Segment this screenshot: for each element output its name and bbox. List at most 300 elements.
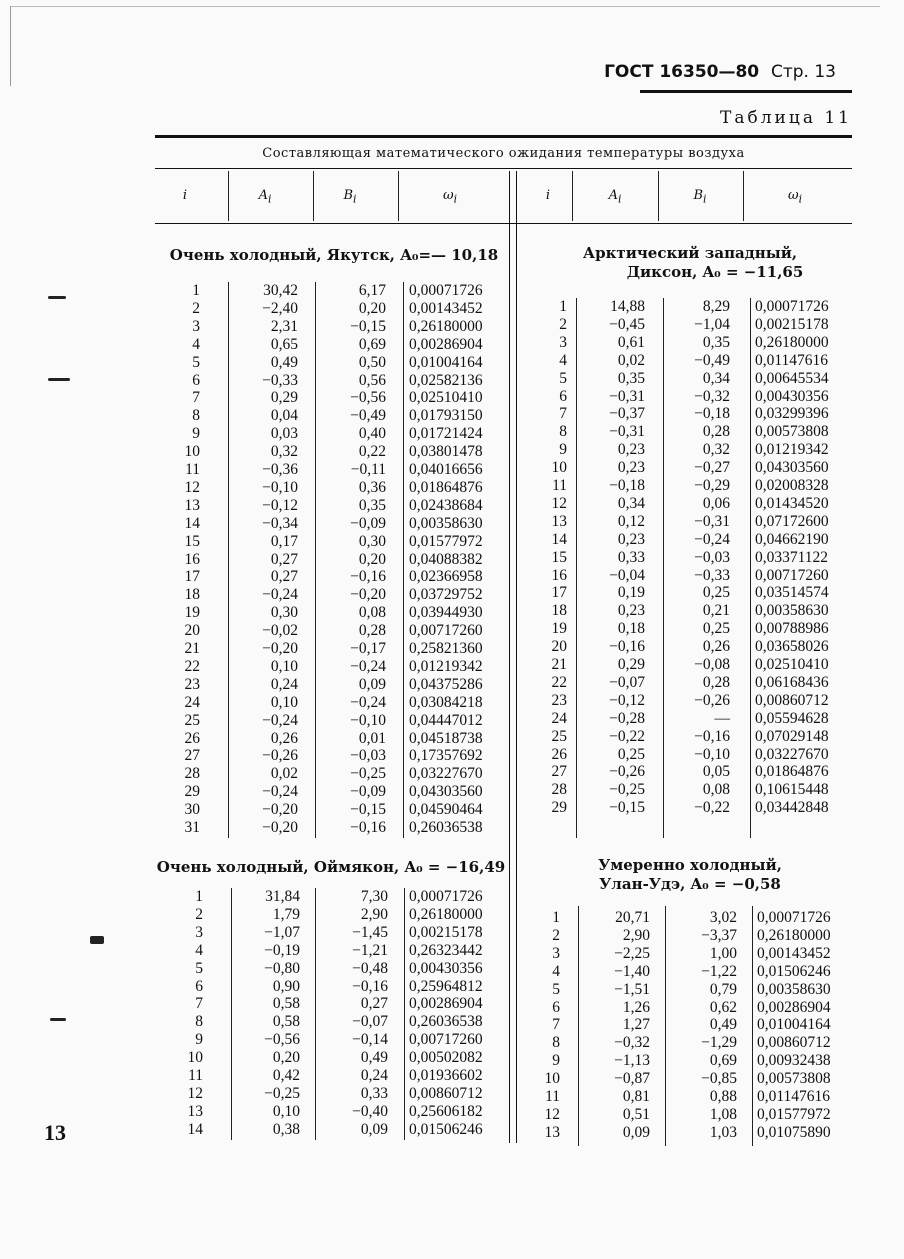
yakutsk-row-b-value: −0,56 xyxy=(350,389,386,406)
yakutsk-row-b-value: −0,10 xyxy=(350,712,386,729)
ulanude-row-omega-value: 0,01004164 xyxy=(757,1016,831,1033)
hdr-sep-6 xyxy=(658,171,659,221)
yakutsk-row-b-value: −0,15 xyxy=(350,801,386,818)
yakutsk-row-omega-value: 0,01864876 xyxy=(409,479,483,496)
oymyakon-row-index: 13 xyxy=(187,1103,203,1120)
dikson-row-a-value: −0,31 xyxy=(609,423,645,440)
yakutsk-row-omega-value: 0,00717260 xyxy=(409,622,483,639)
dikson-row-index: 11 xyxy=(552,477,567,494)
yakutsk-row-index: 2 xyxy=(192,300,200,317)
yakutsk-row-index: 20 xyxy=(184,622,200,639)
dikson-row-omega-value: 0,00071726 xyxy=(755,298,829,315)
dikson-row-omega-value: 0,03442848 xyxy=(755,799,829,816)
yakutsk-row-index: 27 xyxy=(184,747,200,764)
ulanude-row-a-value: 0,51 xyxy=(622,1106,650,1123)
dikson-row-index: 7 xyxy=(559,405,567,422)
oymyakon-row-omega-value: 0,01506246 xyxy=(409,1121,483,1138)
yakutsk-row-omega-value: 0,02582136 xyxy=(409,372,483,389)
gost-number: ГОСТ 16350—80 xyxy=(604,62,760,82)
yakutsk-row-b-value: −0,49 xyxy=(350,407,386,424)
yakutsk-row-a-value: 0,26 xyxy=(270,730,298,747)
yakutsk-row-index: 10 xyxy=(184,443,200,460)
oymyakon-sep-a xyxy=(231,888,232,1140)
section-title-dikson-line1: Арктический западный, xyxy=(582,244,798,262)
yakutsk-row-omega-value: 0,01004164 xyxy=(409,354,483,371)
oymyakon-row-index: 1 xyxy=(195,888,203,905)
oymyakon-row-index: 14 xyxy=(187,1121,203,1138)
dikson-row-a-value: 0,19 xyxy=(617,584,645,601)
yakutsk-row-a-value: 0,10 xyxy=(270,658,298,675)
hdr-sep-7 xyxy=(743,171,744,221)
oymyakon-row-b-value: 7,30 xyxy=(360,888,388,905)
yakutsk-row-b-value: 6,17 xyxy=(358,282,386,299)
dikson-row-index: 9 xyxy=(559,441,567,458)
oymyakon-row-b-value: −0,40 xyxy=(352,1103,388,1120)
col-header-i-right: i xyxy=(545,188,551,203)
ulanude-row-a-value: 2,90 xyxy=(622,927,650,944)
dikson-row-omega-value: 0,02008328 xyxy=(755,477,829,494)
ulanude-row-index: 12 xyxy=(544,1106,560,1123)
oymyakon-row-b-value: −1,21 xyxy=(352,942,388,959)
dikson-row-a-value: −0,37 xyxy=(609,405,645,422)
yakutsk-row-b-value: −0,24 xyxy=(350,658,386,675)
yakutsk-row-b-value: −0,09 xyxy=(350,515,386,532)
yakutsk-row-a-value: −0,33 xyxy=(262,372,298,389)
dikson-row-index: 13 xyxy=(551,513,567,530)
dikson-row-a-value: 0,02 xyxy=(617,352,645,369)
dikson-row-omega-value: 0,00717260 xyxy=(755,567,829,584)
yakutsk-row-a-value: −0,20 xyxy=(262,640,298,657)
dikson-row-omega-value: 0,00645534 xyxy=(755,370,829,387)
yakutsk-row-b-value: 0,50 xyxy=(358,354,386,371)
oymyakon-row-omega-value: 0,01936602 xyxy=(409,1067,483,1084)
dikson-row-index: 17 xyxy=(551,584,567,601)
dikson-row-index: 14 xyxy=(551,531,567,548)
yakutsk-row-index: 4 xyxy=(192,336,200,353)
dikson-row-index: 20 xyxy=(551,638,567,655)
dikson-row-a-value: 0,35 xyxy=(617,370,645,387)
col-header-b-right: $B_i$ xyxy=(693,188,707,206)
dikson-row-omega-value: 0,03514574 xyxy=(755,584,829,601)
dikson-row-b-value: −0,33 xyxy=(694,567,730,584)
oymyakon-row-a-value: −1,07 xyxy=(264,924,300,941)
yakutsk-row-index: 26 xyxy=(184,730,200,747)
oymyakon-row-a-value: 0,90 xyxy=(272,978,300,995)
ulanude-row-index: 2 xyxy=(552,927,560,944)
ulanude-row-b-value: 0,62 xyxy=(709,999,737,1016)
page-number: 13 xyxy=(44,1120,66,1145)
yakutsk-sep-w xyxy=(403,282,404,838)
scan-speck xyxy=(90,936,104,944)
oymyakon-row-index: 6 xyxy=(195,978,203,995)
yakutsk-row-a-value: −0,24 xyxy=(262,712,298,729)
dikson-row-a-value: 0,34 xyxy=(617,495,645,512)
oymyakon-row-index: 12 xyxy=(187,1085,203,1102)
ulanude-row-index: 4 xyxy=(552,963,560,980)
oymyakon-row-a-value: 0,10 xyxy=(272,1103,300,1120)
ulanude-row-index: 9 xyxy=(552,1052,560,1069)
header-bottom-rule xyxy=(155,223,852,224)
yakutsk-row-index: 6 xyxy=(192,372,200,389)
dikson-row-b-value: −0,49 xyxy=(694,352,730,369)
ulanude-row-index: 3 xyxy=(552,945,560,962)
yakutsk-row-omega-value: 0,00143452 xyxy=(409,300,483,317)
yakutsk-row-a-value: −2,40 xyxy=(262,300,298,317)
ulanude-row-b-value: −1,22 xyxy=(701,963,737,980)
dikson-row-omega-value: 0,03371122 xyxy=(755,549,829,566)
dikson-row-index: 4 xyxy=(559,352,567,369)
yakutsk-row-index: 9 xyxy=(192,425,200,442)
dikson-row-index: 29 xyxy=(551,799,567,816)
ulanude-row-omega-value: 0,01147616 xyxy=(757,1088,831,1105)
col-header-w-right: $\omega_i$ xyxy=(787,188,803,206)
dikson-row-b-value: −0,22 xyxy=(694,799,730,816)
dikson-row-index: 6 xyxy=(559,388,567,405)
oymyakon-row-index: 10 xyxy=(187,1049,203,1066)
dikson-row-b-value: −0,27 xyxy=(694,459,730,476)
dikson-row-a-value: 0,12 xyxy=(617,513,645,530)
dikson-row-b-value: −0,31 xyxy=(694,513,730,530)
section-title-dikson xyxy=(520,244,860,282)
yakutsk-row-index: 22 xyxy=(184,658,200,675)
oymyakon-row-index: 9 xyxy=(195,1031,203,1048)
ulanude-row-index: 13 xyxy=(544,1124,560,1141)
dikson-row-index: 27 xyxy=(551,763,567,780)
oymyakon-row-a-value: −0,19 xyxy=(264,942,300,959)
oymyakon-row-b-value: −1,45 xyxy=(352,924,388,941)
yakutsk-row-b-value: 0,40 xyxy=(358,425,386,442)
yakutsk-row-b-value: 0,28 xyxy=(358,622,386,639)
ulanude-sep-a xyxy=(578,906,579,1146)
dikson-row-b-value: −0,08 xyxy=(694,656,730,673)
oymyakon-row-omega-value: 0,00430356 xyxy=(409,960,483,977)
yakutsk-row-b-value: 0,22 xyxy=(358,443,386,460)
dikson-row-index: 8 xyxy=(559,423,567,440)
oymyakon-row-b-value: 0,27 xyxy=(360,995,388,1012)
yakutsk-row-a-value: 0,10 xyxy=(270,694,298,711)
dikson-row-index: 23 xyxy=(551,692,567,709)
dikson-row-b-value: 0,28 xyxy=(702,423,730,440)
dikson-row-omega-value: 0,00430356 xyxy=(755,388,829,405)
yakutsk-row-a-value: 30,42 xyxy=(263,282,298,299)
yakutsk-row-index: 29 xyxy=(184,783,200,800)
yakutsk-row-omega-value: 0,04518738 xyxy=(409,730,483,747)
yakutsk-row-b-value: −0,03 xyxy=(350,747,386,764)
dikson-row-omega-value: 0,00788986 xyxy=(755,620,829,637)
dikson-row-index: 28 xyxy=(551,781,567,798)
dikson-sep-a xyxy=(576,298,577,838)
yakutsk-row-a-value: 0,17 xyxy=(270,533,298,550)
yakutsk-row-index: 25 xyxy=(184,712,200,729)
oymyakon-row-omega-value: 0,26036538 xyxy=(409,1013,483,1030)
yakutsk-row-a-value: −0,34 xyxy=(262,515,298,532)
header-rule xyxy=(640,90,852,93)
yakutsk-row-omega-value: 0,01721424 xyxy=(409,425,483,442)
dikson-row-a-value: 0,61 xyxy=(617,334,645,351)
dikson-row-b-value: 0,28 xyxy=(702,674,730,691)
dikson-row-a-value: 0,23 xyxy=(617,602,645,619)
oymyakon-row-a-value: 0,58 xyxy=(272,995,300,1012)
oymyakon-row-b-value: 2,90 xyxy=(360,906,388,923)
yakutsk-row-index: 18 xyxy=(184,586,200,603)
scan-frame-top xyxy=(10,6,880,7)
dikson-row-omega-value: 0,07029148 xyxy=(755,728,829,745)
caption-rule xyxy=(155,168,852,169)
ulanude-row-omega-value: 0,00573808 xyxy=(757,1070,831,1087)
yakutsk-row-b-value: 0,01 xyxy=(358,730,386,747)
dikson-row-index: 1 xyxy=(559,298,567,315)
table-top-rule xyxy=(155,135,852,138)
yakutsk-row-index: 11 xyxy=(185,461,200,478)
ulanude-row-a-value: 0,09 xyxy=(622,1124,650,1141)
dikson-sep-b xyxy=(663,298,664,838)
table-caption: Составляющая математического ожидания температуры воздуха xyxy=(262,146,745,161)
ulanude-row-index: 1 xyxy=(552,909,560,926)
yakutsk-row-a-value: −0,10 xyxy=(262,479,298,496)
dikson-row-a-value: −0,45 xyxy=(609,316,645,333)
ulanude-row-b-value: 0,69 xyxy=(709,1052,737,1069)
oymyakon-row-index: 4 xyxy=(195,942,203,959)
dikson-row-b-value: 0,06 xyxy=(702,495,730,512)
yakutsk-row-omega-value: 0,03227670 xyxy=(409,765,483,782)
dikson-row-omega-value: 0,03227670 xyxy=(755,746,829,763)
oymyakon-row-omega-value: 0,00717260 xyxy=(409,1031,483,1048)
dikson-row-omega-value: 0,26180000 xyxy=(755,334,829,351)
ulanude-row-index: 8 xyxy=(552,1034,560,1051)
yakutsk-row-omega-value: 0,04303560 xyxy=(409,783,483,800)
table-label: Таблица 11 xyxy=(720,108,852,128)
yakutsk-row-b-value: 0,09 xyxy=(358,676,386,693)
yakutsk-row-a-value: 0,03 xyxy=(270,425,298,442)
ulanude-row-b-value: 1,00 xyxy=(709,945,737,962)
dikson-row-b-value: — xyxy=(714,710,730,727)
dikson-row-index: 3 xyxy=(559,334,567,351)
yakutsk-row-index: 12 xyxy=(184,479,200,496)
yakutsk-row-index: 15 xyxy=(184,533,200,550)
dikson-row-a-value: 0,23 xyxy=(617,531,645,548)
yakutsk-row-omega-value: 0,26036538 xyxy=(409,819,483,836)
dikson-row-index: 2 xyxy=(559,316,567,333)
oymyakon-row-index: 7 xyxy=(195,995,203,1012)
dikson-row-b-value: −1,04 xyxy=(694,316,730,333)
dikson-row-omega-value: 0,06168436 xyxy=(755,674,829,691)
yakutsk-row-omega-value: 0,00071726 xyxy=(409,282,483,299)
yakutsk-row-index: 16 xyxy=(184,551,200,568)
yakutsk-row-b-value: 0,35 xyxy=(358,497,386,514)
dikson-row-a-value: 0,23 xyxy=(617,459,645,476)
ulanude-row-a-value: −0,87 xyxy=(614,1070,650,1087)
yakutsk-row-a-value: 0,49 xyxy=(270,354,298,371)
dikson-row-omega-value: 0,01434520 xyxy=(755,495,829,512)
col-header-a-right: $A_i$ xyxy=(608,188,622,206)
yakutsk-row-b-value: 0,30 xyxy=(358,533,386,550)
yakutsk-row-a-value: 0,27 xyxy=(270,551,298,568)
ulanude-row-b-value: 3,02 xyxy=(709,909,737,926)
yakutsk-row-b-value: 0,20 xyxy=(358,551,386,568)
oymyakon-row-omega-value: 0,00502082 xyxy=(409,1049,483,1066)
ulanude-row-omega-value: 0,01577972 xyxy=(757,1106,831,1123)
oymyakon-row-index: 8 xyxy=(195,1013,203,1030)
dikson-row-omega-value: 0,04662190 xyxy=(755,531,829,548)
dikson-row-b-value: −0,18 xyxy=(694,405,730,422)
scan-speck xyxy=(50,1018,66,1021)
hdr-sep-2 xyxy=(313,171,314,221)
yakutsk-row-a-value: 2,31 xyxy=(270,318,298,335)
hdr-sep-3 xyxy=(398,171,399,221)
oymyakon-row-a-value: 1,79 xyxy=(272,906,300,923)
yakutsk-row-omega-value: 0,03084218 xyxy=(409,694,483,711)
yakutsk-row-omega-value: 0,04016656 xyxy=(409,461,483,478)
oymyakon-row-omega-value: 0,25606182 xyxy=(409,1103,483,1120)
dikson-row-b-value: −0,26 xyxy=(694,692,730,709)
dikson-row-index: 5 xyxy=(559,370,567,387)
scan-speck xyxy=(48,378,70,381)
yakutsk-row-omega-value: 0,03801478 xyxy=(409,443,483,460)
oymyakon-row-a-value: −0,25 xyxy=(264,1085,300,1102)
yakutsk-row-index: 14 xyxy=(184,515,200,532)
col-header-i-left: i xyxy=(182,188,188,203)
dikson-row-omega-value: 0,03658026 xyxy=(755,638,829,655)
dikson-sep-w xyxy=(750,298,751,838)
oymyakon-row-index: 11 xyxy=(188,1067,203,1084)
oymyakon-row-a-value: 0,38 xyxy=(272,1121,300,1138)
oymyakon-row-b-value: 0,09 xyxy=(360,1121,388,1138)
dikson-row-a-value: 0,25 xyxy=(617,746,645,763)
oymyakon-row-omega-value: 0,26323442 xyxy=(409,942,483,959)
dikson-row-index: 10 xyxy=(551,459,567,476)
yakutsk-row-index: 24 xyxy=(184,694,200,711)
yakutsk-row-a-value: −0,26 xyxy=(262,747,298,764)
oymyakon-row-a-value: −0,56 xyxy=(264,1031,300,1048)
ulanude-row-a-value: 0,81 xyxy=(622,1088,650,1105)
yakutsk-row-index: 3 xyxy=(192,318,200,335)
ulanude-row-index: 5 xyxy=(552,981,560,998)
oymyakon-row-a-value: 0,42 xyxy=(272,1067,300,1084)
dikson-row-b-value: 8,29 xyxy=(702,298,730,315)
dikson-row-omega-value: 0,02510410 xyxy=(755,656,829,673)
yakutsk-row-omega-value: 0,02366958 xyxy=(409,568,483,585)
col-header-b-left: $B_i$ xyxy=(343,188,357,206)
oymyakon-row-omega-value: 0,00215178 xyxy=(409,924,483,941)
oymyakon-row-index: 5 xyxy=(195,960,203,977)
col-header-a-left: $A_i$ xyxy=(258,188,272,206)
yakutsk-row-a-value: 0,32 xyxy=(270,443,298,460)
yakutsk-row-index: 21 xyxy=(184,640,200,657)
yakutsk-row-a-value: 0,04 xyxy=(270,407,298,424)
ulanude-row-a-value: −1,40 xyxy=(614,963,650,980)
ulanude-row-a-value: 20,71 xyxy=(615,909,650,926)
ulanude-row-index: 7 xyxy=(552,1016,560,1033)
dikson-row-a-value: 0,23 xyxy=(617,441,645,458)
ulanude-row-a-value: 1,26 xyxy=(622,999,650,1016)
ulanude-row-omega-value: 0,00286904 xyxy=(757,999,831,1016)
scan-frame-left xyxy=(10,6,11,86)
yakutsk-row-omega-value: 0,17357692 xyxy=(409,747,483,764)
dikson-row-a-value: −0,28 xyxy=(609,710,645,727)
ulanude-row-b-value: 1,03 xyxy=(709,1124,737,1141)
yakutsk-row-index: 23 xyxy=(184,676,200,693)
yakutsk-row-omega-value: 0,04590464 xyxy=(409,801,483,818)
section-title-oymyakon: Очень холодный, Оймякон, A₀ = −16,49 xyxy=(156,858,506,876)
yakutsk-row-b-value: 0,08 xyxy=(358,604,386,621)
ulanude-row-a-value: −0,32 xyxy=(614,1034,650,1051)
yakutsk-row-b-value: −0,17 xyxy=(350,640,386,657)
ulanude-row-omega-value: 0,01506246 xyxy=(757,963,831,980)
yakutsk-row-b-value: −0,15 xyxy=(350,318,386,335)
yakutsk-row-omega-value: 0,02438684 xyxy=(409,497,483,514)
ulanude-row-omega-value: 0,00932438 xyxy=(757,1052,831,1069)
dikson-row-index: 22 xyxy=(551,674,567,691)
dikson-row-omega-value: 0,00573808 xyxy=(755,423,829,440)
yakutsk-row-a-value: 0,27 xyxy=(270,568,298,585)
hdr-sep-1 xyxy=(228,171,229,221)
dikson-row-a-value: −0,31 xyxy=(609,388,645,405)
col-header-w-left: $\omega_i$ xyxy=(442,188,458,206)
oymyakon-row-omega-value: 0,00071726 xyxy=(409,888,483,905)
yakutsk-row-omega-value: 0,03729752 xyxy=(409,586,483,603)
dikson-row-omega-value: 0,07172600 xyxy=(755,513,829,530)
oymyakon-row-a-value: −0,80 xyxy=(264,960,300,977)
yakutsk-row-omega-value: 0,04088382 xyxy=(409,551,483,568)
yakutsk-row-omega-value: 0,01793150 xyxy=(409,407,483,424)
yakutsk-row-index: 5 xyxy=(192,354,200,371)
dikson-row-omega-value: 0,00358630 xyxy=(755,602,829,619)
ulanude-row-index: 10 xyxy=(544,1070,560,1087)
yakutsk-row-b-value: −0,09 xyxy=(350,783,386,800)
yakutsk-row-omega-value: 0,26180000 xyxy=(409,318,483,335)
oymyakon-row-b-value: −0,07 xyxy=(352,1013,388,1030)
section-title-yakutsk: Очень холодный, Якутск, A₀=— 10,18 xyxy=(169,246,499,264)
yakutsk-row-a-value: 0,29 xyxy=(270,389,298,406)
oymyakon-sep-w xyxy=(404,888,405,1140)
oymyakon-row-b-value: −0,14 xyxy=(352,1031,388,1048)
yakutsk-row-index: 28 xyxy=(184,765,200,782)
yakutsk-row-b-value: 0,56 xyxy=(358,372,386,389)
oymyakon-row-b-value: 0,24 xyxy=(360,1067,388,1084)
oymyakon-row-b-value: 0,33 xyxy=(360,1085,388,1102)
oymyakon-row-omega-value: 0,25964812 xyxy=(409,978,483,995)
dikson-row-a-value: 0,29 xyxy=(617,656,645,673)
ulanude-row-omega-value: 0,00071726 xyxy=(757,909,831,926)
section-title-ulanude xyxy=(520,856,860,894)
dikson-row-omega-value: 0,01219342 xyxy=(755,441,829,458)
ulanude-row-b-value: −1,29 xyxy=(701,1034,737,1051)
yakutsk-row-index: 31 xyxy=(184,819,200,836)
dikson-row-index: 26 xyxy=(551,746,567,763)
dikson-row-a-value: −0,12 xyxy=(609,692,645,709)
yakutsk-row-index: 8 xyxy=(192,407,200,424)
dikson-row-b-value: −0,32 xyxy=(694,388,730,405)
oymyakon-row-a-value: 0,58 xyxy=(272,1013,300,1030)
dikson-row-index: 19 xyxy=(551,620,567,637)
yakutsk-sep-a xyxy=(228,282,229,838)
scan-speck xyxy=(48,296,66,299)
yakutsk-row-b-value: −0,25 xyxy=(350,765,386,782)
dikson-row-index: 25 xyxy=(551,728,567,745)
yakutsk-row-b-value: −0,16 xyxy=(350,568,386,585)
dikson-row-omega-value: 0,05594628 xyxy=(755,710,829,727)
page-header xyxy=(604,62,836,82)
ulanude-row-b-value: 0,49 xyxy=(709,1016,737,1033)
yakutsk-row-omega-value: 0,03944930 xyxy=(409,604,483,621)
ulanude-row-b-value: 1,08 xyxy=(709,1106,737,1123)
oymyakon-sep-b xyxy=(315,888,316,1140)
section-title-dikson-line2: Диксон, A₀ = −11,65 xyxy=(626,263,804,281)
dikson-row-b-value: −0,10 xyxy=(694,746,730,763)
yakutsk-row-b-value: 0,36 xyxy=(358,479,386,496)
yakutsk-row-index: 19 xyxy=(184,604,200,621)
yakutsk-row-index: 7 xyxy=(192,389,200,406)
